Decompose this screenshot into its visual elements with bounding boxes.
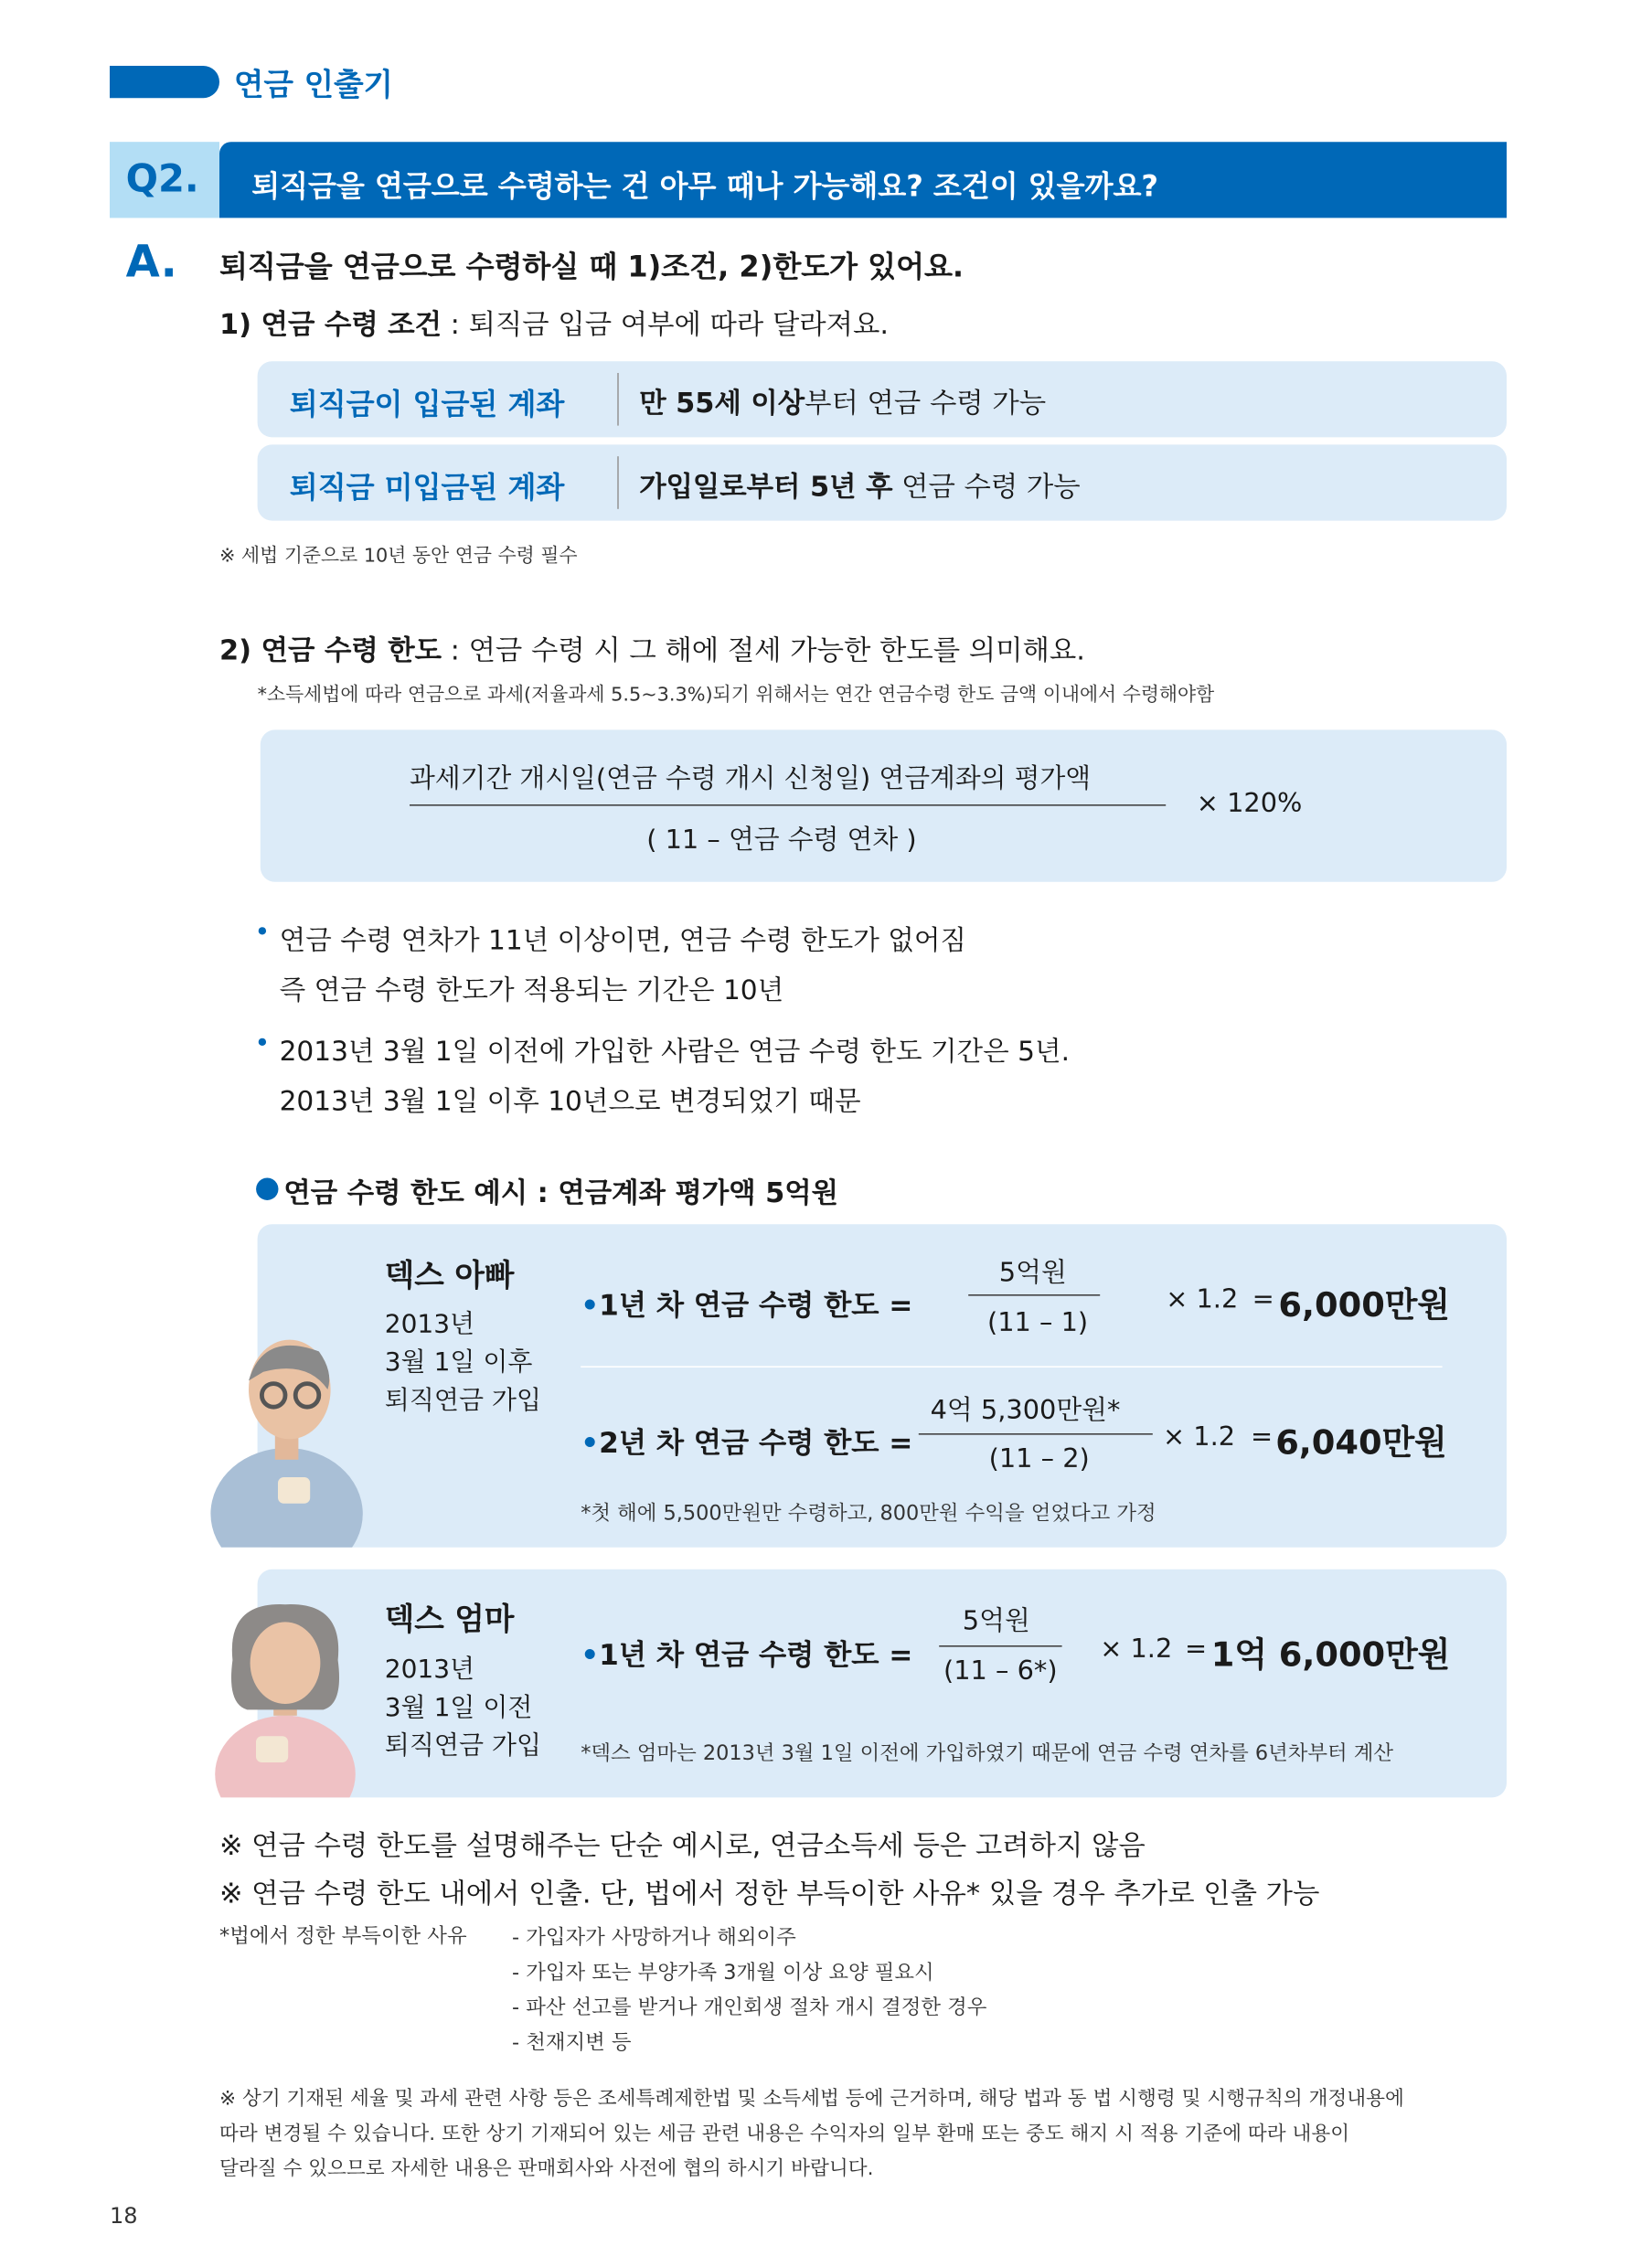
dad-year2-result: 6,040만원 [1275, 1424, 1447, 1463]
multiplier: × 1.2 [1163, 1421, 1236, 1453]
question-label: Q2. [125, 157, 199, 202]
question-text: 퇴직금을 연금으로 수령하는 건 아무 때나 가능해요? 조건이 있을까요? [251, 168, 1158, 204]
page-number: 18 [110, 2202, 138, 2230]
reasons-label: *법에서 정한 부득이한 사유 [219, 1924, 467, 1949]
reason-item: - 천재지변 등 [512, 2031, 632, 2055]
limit-heading: 2) 연금 수령 한도 : 연금 수령 시 그 해에 절세 가능한 한도를 의미해요. [219, 634, 1085, 667]
dad-character-illustration [205, 1331, 368, 1548]
equals: = [1251, 1421, 1274, 1453]
disclaimer: ※ 상기 기재된 세율 및 과세 관련 사항 등은 조세특례제한법 및 소득세법 등에 근거하며, 해당 법과 동 법 시행령 및 시행규칙의 개정내용에 따라 변경될 수 있습니다. 또한 상기 기재되어 있는 세금 관련 내용은 수익자의 일부 환매 또는 중도 해지 시 적용 기준에 따라 내용이 달라질 수 있으므로 자세한 내용은 판매회사와 사전에 협의 하시기 바랍니다. [219, 2087, 1404, 2181]
condition-row-value: 만 55세 이상부터 연금 수령 가능 [639, 388, 1047, 420]
fraction-denominator: (11 – 6*) [943, 1655, 1058, 1687]
dad-info: 2013년 3월 1일 이후 퇴직연금 가입 [384, 1310, 541, 1416]
reason-item: - 가입자가 사망하거나 해외이주 [512, 1926, 796, 1950]
multiplier: × 1.2 [1100, 1634, 1173, 1665]
divider [617, 456, 619, 509]
row-divider [581, 1366, 1442, 1368]
mom-name: 덱스 엄마 [384, 1602, 515, 1637]
reason-item: - 가입자 또는 부양가족 3개월 이상 요양 필요시 [512, 1961, 934, 1985]
answer-label: A. [125, 237, 177, 289]
formula-denominator: ( 11 – 연금 수령 연차 ) [646, 825, 917, 856]
bullet-dot-icon: ● [254, 1168, 281, 1204]
fraction-denominator: (11 – 2) [988, 1443, 1090, 1474]
dad-note: *첫 해에 5,500만원만 수령하고, 800만원 수익을 얻었다고 가정 [581, 1502, 1156, 1526]
bullet-icon: • [254, 1027, 271, 1059]
condition-heading: 1) 연금 수령 조건 : 퇴직금 입금 여부에 따라 달라져요. [219, 308, 890, 341]
bullet-icon: • [254, 917, 271, 948]
bullet-item: 2013년 3월 1일 이전에 가입한 사람은 연금 수령 한도 기간은 5년. 2013년 3월 1일 이후 10년으로 변경되었기 때문 [279, 1037, 1071, 1118]
mom-note: *덱스 엄마는 2013년 3월 1일 이전에 가입하였기 때문에 연금 수령 연차를 6년차부터 계산 [581, 1741, 1394, 1766]
fraction-line [939, 1645, 1061, 1647]
formula-multiplier: × 120% [1196, 788, 1303, 819]
mom-character-illustration [212, 1602, 358, 1797]
note-line: ※ 연금 수령 한도 내에서 인출. 단, 법에서 정한 부득이한 사유* 있을 경우 추가로 인출 가능 [219, 1878, 1320, 1910]
fraction-numerator: 4억 5,300만원* [930, 1395, 1121, 1426]
formula-numerator: 과세기간 개시일(연금 수령 개시 신청일) 연금계좌의 평가액 [410, 763, 1092, 794]
dad-year1-result: 6,000만원 [1278, 1287, 1450, 1325]
divider [617, 373, 619, 426]
fraction-line [410, 804, 1166, 806]
mom-year1-label: •1년 차 연금 수령 한도 = [581, 1638, 913, 1672]
condition-row-label: 퇴직금이 입금된 계좌 [289, 386, 565, 421]
reasons-list [512, 1921, 986, 2061]
dad-year2-label: •2년 차 연금 수령 한도 = [581, 1426, 913, 1460]
mom-info: 2013년 3월 1일 이전 퇴직연금 가입 [384, 1655, 541, 1761]
limit-note: *소득세법에 따라 연금으로 과세(저율과세 5.5~3.3%)되기 위해서는 연간 연금수령 한도 금액 이내에서 수령해야함 [257, 684, 1215, 707]
condition-row-value: 가입일로부터 5년 후 연금 수령 가능 [639, 471, 1081, 504]
fraction-line [968, 1294, 1100, 1296]
dad-name: 덱스 아빠 [384, 1258, 515, 1293]
multiplier: × 1.2 [1166, 1283, 1239, 1315]
equals: = [1185, 1634, 1208, 1665]
example-heading: 연금 수령 한도 예시 : 연금계좌 평가액 5억원 [283, 1177, 839, 1210]
bullet-item: 연금 수령 연차가 11년 이상이면, 연금 수령 한도가 없어짐 즉 연금 수령 한도가 적용되는 기간은 10년 [279, 925, 967, 1006]
fraction-line [919, 1433, 1153, 1435]
section-title: 연금 인출기 [234, 67, 393, 102]
condition-note: ※ 세법 기준으로 10년 동안 연금 수령 필수 [219, 545, 578, 568]
condition-row-label: 퇴직금 미입금된 계좌 [289, 469, 565, 505]
note-line: ※ 연금 수령 한도를 설명해주는 단순 예시로, 연금소득세 등은 고려하지 않음 [219, 1829, 1146, 1862]
answer-text: 퇴직금을 연금으로 수령하실 때 1)조건, 2)한도가 있어요. [219, 249, 965, 284]
reason-item: - 파산 선고를 받거나 개인회생 절차 개시 결정한 경우 [512, 1996, 987, 2020]
section-marker [110, 66, 219, 98]
dad-year1-label: •1년 차 연금 수령 한도 = [581, 1288, 913, 1323]
fraction-denominator: (11 – 1) [987, 1307, 1089, 1338]
mom-year1-result: 1억 6,000만원 [1210, 1636, 1451, 1675]
fraction-numerator: 5억원 [998, 1258, 1067, 1289]
fraction-numerator: 5억원 [962, 1605, 1030, 1637]
equals: = [1252, 1283, 1274, 1315]
